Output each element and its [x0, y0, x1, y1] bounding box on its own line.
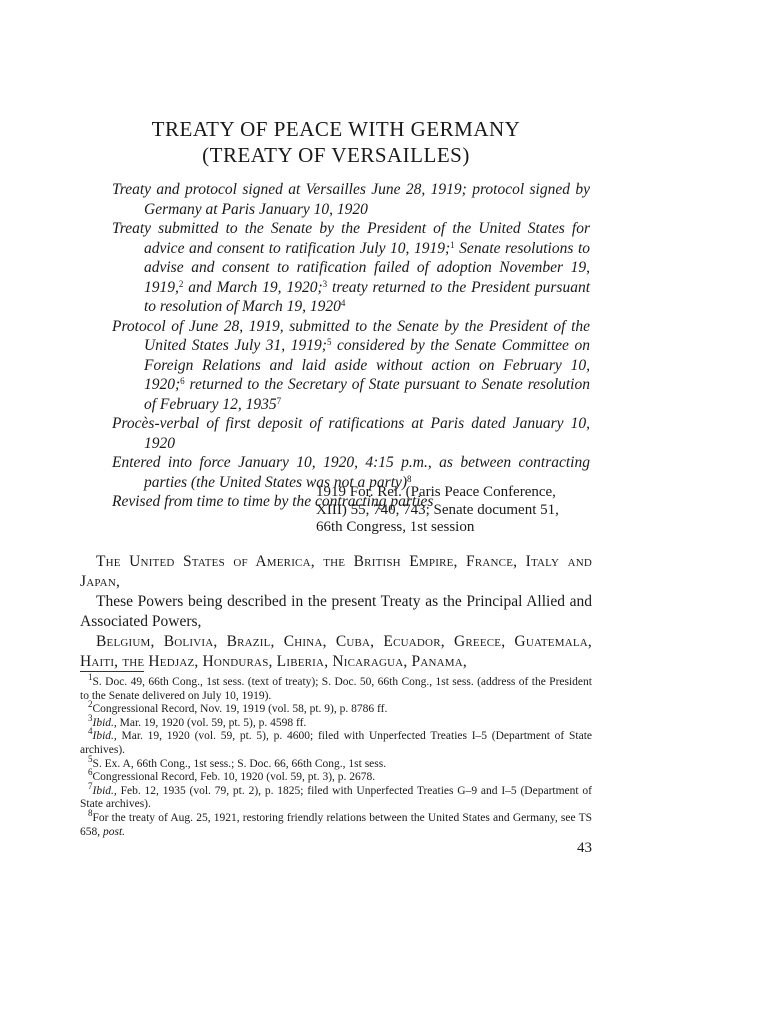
- footnote-2: $^2$Congressional Record, Nov. 19, 1919 (vol. 58, pt. 9), p. 8786 ff.: [88, 699, 388, 716]
- footnote-4: $^4$Ibid., Mar. 19, 1920 (vol. 59, pt. 5), p. 4600; filed with Unperfected Treaties I–5 (Department of State archives).: [80, 726, 592, 756]
- footnote-ref[interactable]: 3: [322, 278, 328, 289]
- source-citation: 1919 For. Rel. (Paris Peace Conference, XIII) 55, 740, 743; Senate document 51, 66th Congress, 1st session: [316, 484, 559, 535]
- footnote-ref[interactable]: 2: [178, 278, 184, 289]
- footnote-5: $^5$S. Ex. A, 66th Cong., 1st sess.; S. Doc. 66, 66th Cong., 1st sess.: [88, 753, 387, 770]
- footnote-ref[interactable]: 4: [340, 298, 346, 309]
- footnote-ref[interactable]: 7: [276, 395, 282, 406]
- treaty-title: TREATY OF PEACE WITH GERMANY: [151, 117, 521, 141]
- history-entry-protocol: Protocol of June 28, 1919, submitted to the Senate by the President of the United States July 31, 1919;$^5$ considered by the Senate Committee on Foreign Relations and laid aside without action on February 10, 1920;$^6$ returned to the Secretary of State pursuant to Senate resolution of February 12, 1935$^7$: [112, 317, 590, 413]
- history-entry-signed: Treaty and protocol signed at Versailles June 28, 1919; protocol signed by Germany at Paris January 10, 1920: [112, 181, 590, 218]
- footnote-ref[interactable]: 1: [450, 239, 455, 250]
- history-entry-in-force: Entered into force January 10, 1920, 4:15 p.m., as between contracting parties (the United States was not a party)$^8$: [112, 454, 590, 491]
- footnote-ref[interactable]: 5: [326, 337, 332, 348]
- treaty-subtitle: (TREATY OF VERSAILLES): [202, 143, 470, 167]
- footnote-6: $^6$Congressional Record, Feb. 10, 1920 (vol. 59, pt. 3), p. 2678.: [88, 767, 376, 784]
- footnote-ref[interactable]: 6: [180, 376, 185, 387]
- footnote-ref[interactable]: 8: [407, 473, 412, 484]
- footnote-8: $^8$For the treaty of Aug. 25, 1921, restoring friendly relations between the United States and Germany, see TS 658, post.: [80, 808, 592, 838]
- history-entry-proces-verbal: Procès-verbal of first deposit of ratifications at Paris dated January 10, 1920: [112, 415, 590, 452]
- page-number: 43: [577, 840, 592, 856]
- footnote-3: $^3$Ibid., Mar. 19, 1920 (vol. 59, pt. 5), p. 4598 ff.: [88, 712, 307, 729]
- history-entry-revised: Revised from time to time by the contracting parties: [112, 493, 434, 510]
- preamble-other-powers: Belgium, Bolivia, Brazil, China, Cuba, Ecuador, Greece, Guatemala, Haiti, the Hedjaz, Honduras, Liberia, Nicaragua, Panama,: [80, 633, 592, 670]
- preamble-principal-powers: The United States of America, the British Empire, France, Italy and Japan,: [80, 553, 592, 590]
- footnotes: [80, 672, 592, 839]
- treaty-history: [112, 180, 590, 512]
- footnote-1: $^1$S. Doc. 49, 66th Cong., 1st sess. (text of treaty); S. Doc. 50, 66th Cong., 1st sess. (address of the President to the Senate delivered on July 10, 1919).: [80, 672, 592, 702]
- history-entry-submitted: Treaty submitted to the Senate by the President of the United States for advice and consent to ratification July 10, 1919;$^1$ Senate resolutions to advise and consent to ratification failed of adoption November 19, 1919,$^2$ and March 19, 1920;$^3$ treaty returned to the President pursuant to resolution of March 19, 1920$^4$: [112, 220, 590, 315]
- preamble-description: These Powers being described in the present Treaty as the Principal Allied and Associated Powers,: [80, 593, 592, 630]
- footnote-7: $^7$Ibid., Feb. 12, 1935 (vol. 79, pt. 2), p. 1825; filed with Unperfected Treaties G–9 and I–5 (Department of State archives).: [80, 780, 592, 811]
- treaty-preamble: [80, 552, 592, 672]
